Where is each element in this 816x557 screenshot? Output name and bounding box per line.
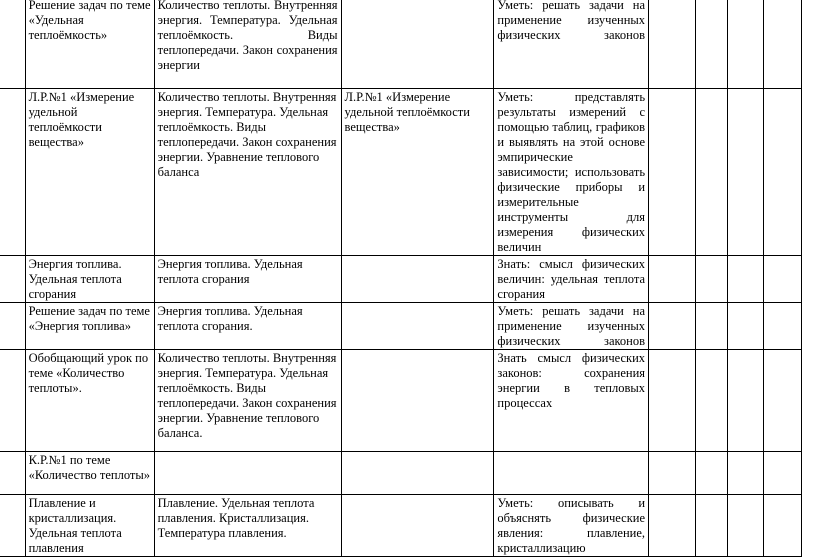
empty-cell xyxy=(728,256,763,303)
lab-work xyxy=(341,452,494,495)
empty-cell xyxy=(649,495,696,557)
skills-requirements: Уметь: решать задачи на применение изученных физических законов xyxy=(494,303,649,350)
lab-work xyxy=(341,0,494,89)
table-row xyxy=(0,452,802,495)
empty-cell xyxy=(695,495,728,557)
lesson-number xyxy=(0,495,25,557)
empty-cell xyxy=(695,452,728,495)
lesson-number xyxy=(0,256,25,303)
table-row xyxy=(0,89,802,256)
table-row xyxy=(0,350,802,452)
empty-cell xyxy=(695,303,728,350)
empty-cell xyxy=(695,350,728,452)
lesson-content: Количество теплоты. Внутренняя энергия. Температура. Удельная теплоёмкость. Виды теплопередачи. Закон сохранения энергии. Уравнение теплового баланса xyxy=(154,89,341,256)
lesson-number xyxy=(0,303,25,350)
lesson-content: Количество теплоты. Внутренняя энергия. Температура. Удельная теплоёмкость. Виды теплопередачи. Закон сохранения энергии. Уравнение теплового баланса. xyxy=(154,350,341,452)
skills-requirements: Знать: смысл физических величин: удельная теплота сгорания xyxy=(494,256,649,303)
empty-cell xyxy=(763,452,801,495)
empty-cell xyxy=(649,89,696,256)
empty-cell xyxy=(728,303,763,350)
table-row xyxy=(0,303,802,350)
lab-work xyxy=(341,350,494,452)
empty-cell xyxy=(728,0,763,89)
lesson-number xyxy=(0,350,25,452)
lesson-number xyxy=(0,452,25,495)
lab-work xyxy=(341,303,494,350)
empty-cell xyxy=(695,256,728,303)
empty-cell xyxy=(728,350,763,452)
table-row xyxy=(0,495,802,557)
lesson-content xyxy=(154,452,341,495)
lesson-topic: Л.Р.№1 «Измерение удельной теплоёмкости вещества» xyxy=(25,89,154,256)
empty-cell xyxy=(728,495,763,557)
empty-cell xyxy=(649,452,696,495)
empty-cell xyxy=(695,89,728,256)
lesson-content: Энергия топлива. Удельная теплота сгорания. xyxy=(154,303,341,350)
empty-cell xyxy=(649,350,696,452)
lesson-topic: К.Р.№1 по теме «Количество теплоты» xyxy=(25,452,154,495)
lesson-topic: Энергия топлива. Удельная теплота сгорания xyxy=(25,256,154,303)
lesson-number xyxy=(0,89,25,256)
lesson-topic: Обобщающий урок по теме «Количество теплоты». xyxy=(25,350,154,452)
lesson-topic: Решение задач по теме «Энергия топлива» xyxy=(25,303,154,350)
empty-cell xyxy=(649,303,696,350)
skills-requirements: Уметь: решать задачи на применение изученных физических законов xyxy=(494,0,649,89)
lab-work: Л.Р.№1 «Измерение удельной теплоёмкости вещества» xyxy=(341,89,494,256)
empty-cell xyxy=(763,303,801,350)
empty-cell xyxy=(649,0,696,89)
skills-requirements xyxy=(494,452,649,495)
empty-cell xyxy=(649,256,696,303)
lesson-topic: Плавление и кристаллизация. Удельная теплота плавления xyxy=(25,495,154,557)
empty-cell xyxy=(728,89,763,256)
skills-requirements: Уметь: представлять результаты измерений с помощью таблиц, графиков и выявлять на этой основе эмпирические зависимости; использовать физические приборы и измерительные инструменты для измерения физических величин xyxy=(494,89,649,256)
lab-work xyxy=(341,495,494,557)
empty-cell xyxy=(763,89,801,256)
empty-cell xyxy=(763,495,801,557)
lesson-content: Энергия топлива. Удельная теплота сгорания xyxy=(154,256,341,303)
table-row xyxy=(0,256,802,303)
empty-cell xyxy=(763,0,801,89)
empty-cell xyxy=(763,256,801,303)
lesson-content: Плавление. Удельная теплота плавления. Кристаллизация. Температура плавления. xyxy=(154,495,341,557)
lesson-number xyxy=(0,0,25,89)
empty-cell xyxy=(763,350,801,452)
empty-cell xyxy=(728,452,763,495)
empty-cell xyxy=(695,0,728,89)
lesson-topic: Решение задач по теме «Удельная теплоёмкость» xyxy=(25,0,154,89)
lab-work xyxy=(341,256,494,303)
skills-requirements: Уметь: описывать и объяснять физические явления: плавление, кристаллизацию xyxy=(494,495,649,557)
lesson-content: Количество теплоты. Внутренняя энергия. Температура. Удельная теплоёмкость. Виды теплопередачи. Закон сохранения энергии xyxy=(154,0,341,89)
table-row xyxy=(0,0,802,89)
skills-requirements: Знать смысл физических законов: сохранения энергии в тепловых процессах xyxy=(494,350,649,452)
